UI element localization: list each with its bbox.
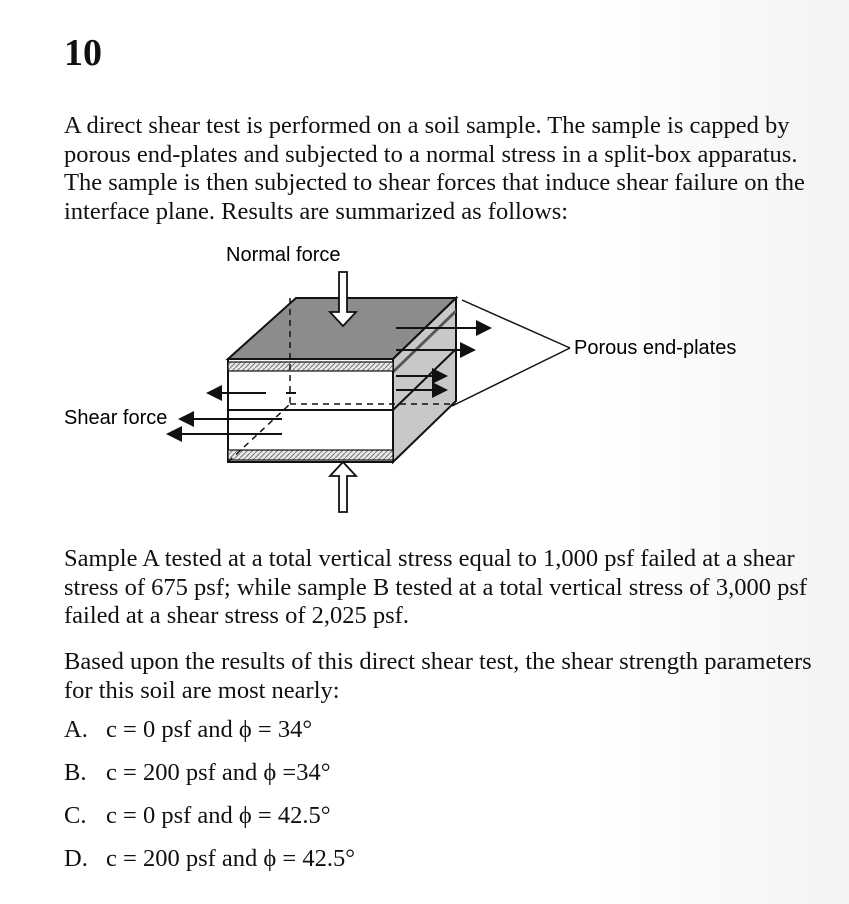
shear-force-label: Shear force: [64, 407, 168, 429]
porous-plates-label: Porous end-plates: [574, 337, 737, 359]
sample-results: Sample A tested at a total vertical stress equal to 1,000 psf failed at a shear stress of 675 psf; while sample B tested at a total vertical stress of 3,000 psf failed at a shear stress of 2,025 psf.: [64, 545, 808, 629]
option-text: c = 0 psf and ϕ = 34°: [106, 716, 313, 743]
option-c[interactable]: [64, 802, 355, 845]
answer-options: [64, 716, 355, 888]
question-number: 10: [64, 32, 102, 74]
normal-force-label: Normal force: [226, 244, 341, 266]
option-a[interactable]: [64, 716, 355, 759]
option-d[interactable]: [64, 845, 355, 888]
option-letter: A.: [64, 716, 88, 743]
option-text: c = 200 psf and ϕ = 42.5°: [106, 845, 356, 872]
porous-plates-callout: [452, 300, 570, 406]
question-prompt: Based upon the results of this direct shear test, the shear strength parameters for this soil are most nearly:: [64, 648, 812, 704]
question-intro: A direct shear test is performed on a soil sample. The sample is capped by porous end-plates and subjected to a normal stress in a split-box apparatus. The sample is then subjected to shear forces that induce shear failure on the interface plane. Results are summarized as follows:: [64, 112, 805, 225]
option-text: c = 200 psf and ϕ =34°: [106, 759, 331, 786]
option-letter: D.: [64, 845, 88, 872]
option-text: c = 0 psf and ϕ = 42.5°: [106, 802, 331, 829]
option-letter: B.: [64, 759, 87, 786]
direct-shear-diagram: [60, 238, 780, 528]
option-letter: C.: [64, 802, 87, 829]
option-b[interactable]: [64, 759, 355, 802]
